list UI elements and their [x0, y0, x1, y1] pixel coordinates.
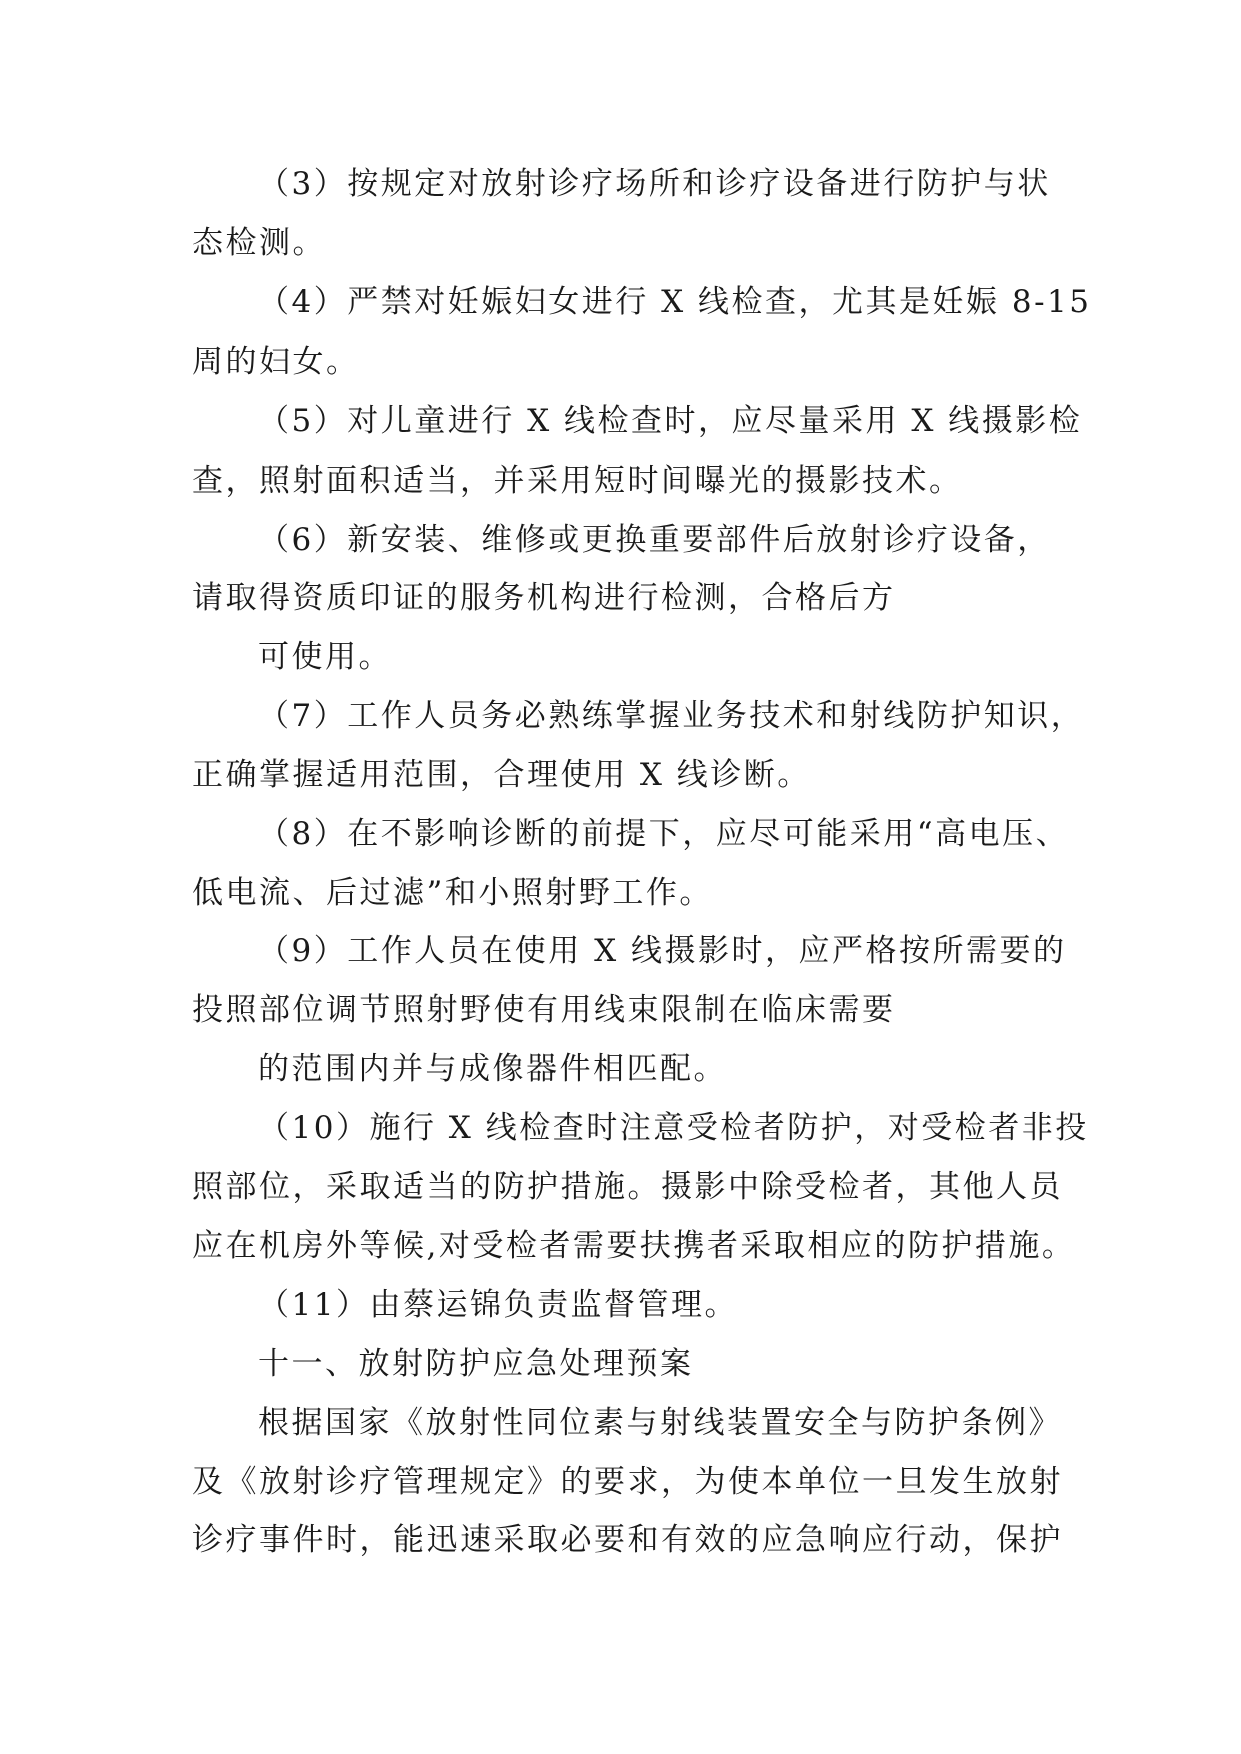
text-line-item-5-b: 查，照射面积适当，并采用短时间曝光的摄影技术。: [192, 463, 963, 499]
text-line-item-9-c: 的范围内并与成像器件相匹配。: [258, 1051, 727, 1087]
text-line-item-11: （11）由蔡运锦负责监督管理。: [258, 1287, 738, 1323]
text-line-item-3-b: 态检测。: [192, 225, 326, 261]
text-line-item-8-a: （8）在不影响诊断的前提下，应尽可能采用“高电压、: [258, 816, 1070, 852]
text-line-item-6-b: 请取得资质印证的服务机构进行检测，合格后方: [192, 580, 896, 616]
body-paragraph-line-1: 根据国家《放射性同位素与射线装置安全与防护条例》: [258, 1405, 1062, 1441]
section-heading: 十一、放射防护应急处理预案: [258, 1346, 694, 1382]
body-paragraph-line-3: 诊疗事件时，能迅速采取必要和有效的应急响应行动，保护: [192, 1522, 1063, 1558]
text-line-item-3-a: （3）按规定对放射诊疗场所和诊疗设备进行防护与状: [258, 166, 1051, 202]
text-line-item-4-b: 周的妇女。: [192, 344, 360, 380]
text-line-item-10-a: （10）施行 X 线检查时注意受检者防护，对受检者非投: [258, 1110, 1089, 1146]
text-line-item-10-c: 应在机房外等候,对受检者需要扶携者采取相应的防护措施。: [192, 1228, 1076, 1264]
text-line-item-7-b: 正确掌握适用范围，合理使用 X 线诊断。: [192, 757, 811, 793]
text-line-item-9-a: （9）工作人员在使用 X 线摄影时，应严格按所需要的: [258, 933, 1067, 969]
text-line-item-4-a: （4）严禁对妊娠妇女进行 X 线检查，尤其是妊娠 8-15: [258, 284, 1092, 320]
body-paragraph-line-2: 及《放射诊疗管理规定》的要求，为使本单位一旦发生放射: [192, 1464, 1063, 1500]
text-line-item-7-a: （7）工作人员务必熟练掌握业务技术和射线防护知识，: [258, 698, 1085, 734]
text-line-item-6-a: （6）新安装、维修或更换重要部件后放射诊疗设备，: [258, 522, 1051, 558]
text-line-item-10-b: 照部位，采取适当的防护措施。摄影中除受检者，其他人员: [192, 1169, 1063, 1205]
text-line-item-5-a: （5）对儿童进行 X 线检查时，应尽量采用 X 线摄影检: [258, 403, 1083, 439]
text-line-item-8-b: 低电流、后过滤”和小照射野工作。: [192, 875, 713, 911]
text-line-item-9-b: 投照部位调节照射野使有用线束限制在临床需要: [192, 992, 896, 1028]
text-line-item-6-c: 可使用。: [258, 639, 392, 675]
